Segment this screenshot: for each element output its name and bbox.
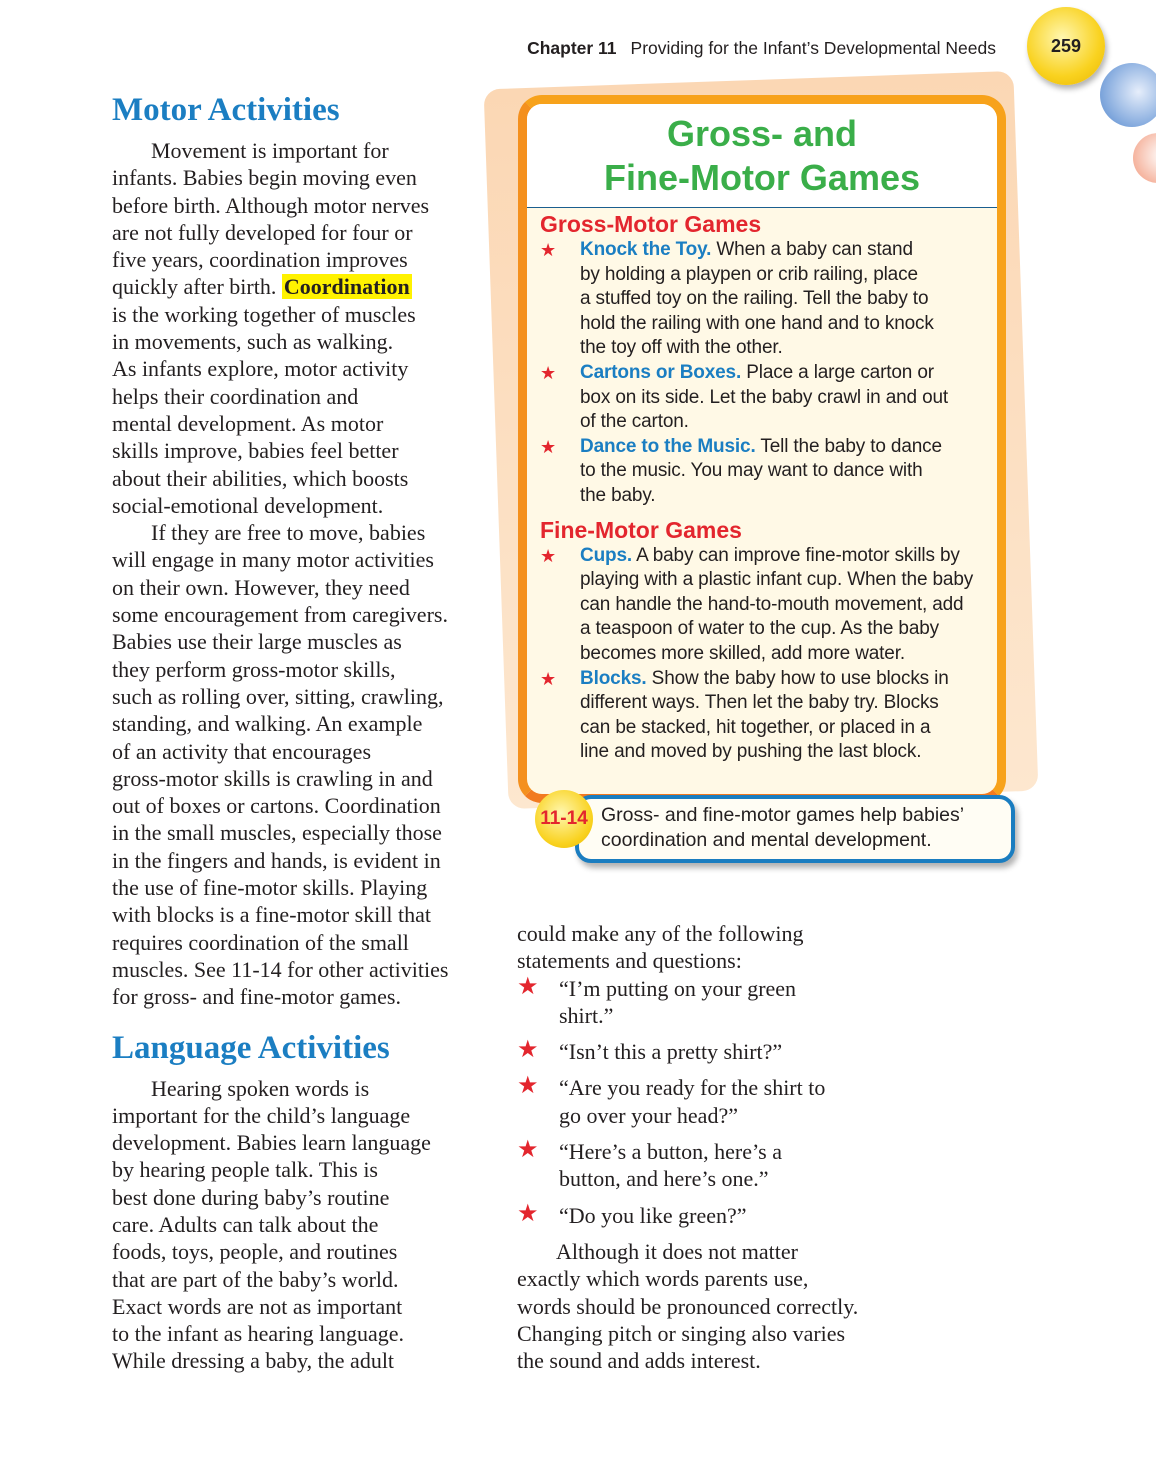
game-text: becomes more skilled, add more water. — [580, 642, 905, 664]
quote-line: “Here’s a button, here’s a — [559, 1139, 782, 1165]
game-title: Cups. — [580, 544, 633, 566]
box-title — [527, 104, 997, 208]
paragraph-line: foods, toys, people, and routines — [112, 1239, 398, 1265]
game-item — [540, 544, 993, 667]
decorative-ball — [1133, 133, 1156, 183]
left-column — [112, 90, 482, 1375]
paragraph-line: While dressing a baby, the adult — [112, 1348, 395, 1374]
paragraph-line: are not fully developed for four or — [112, 219, 413, 245]
paragraph-line: will engage in many motor activities — [112, 547, 434, 573]
paragraph-line: development. Babies learn language — [112, 1130, 431, 1156]
quote-list — [517, 975, 897, 1229]
caption-line: Gross- and fine-motor games help babies’ — [601, 804, 965, 826]
quote-line: “I’m putting on your green — [559, 975, 797, 1001]
game-text: playing with a plastic infant cup. When the baby — [580, 569, 974, 591]
game-text: Place a large carton or — [741, 361, 934, 383]
quote-line: go over your head?” — [559, 1102, 738, 1128]
paragraph-line: mental development. As motor — [112, 410, 384, 436]
feature-box — [518, 95, 1006, 803]
figure-caption — [575, 795, 1015, 863]
paragraph-line: some encouragement from caregivers. — [112, 602, 448, 628]
game-title: Dance to the Music. — [580, 435, 756, 457]
game-text: to the music. You may want to dance with — [580, 460, 923, 482]
text: quickly after birth. — [112, 274, 282, 300]
page-number: 259 — [1027, 7, 1105, 85]
paragraph-line: muscles. See 11-14 for other activities — [112, 956, 449, 982]
game-text: can be stacked, hit together, or placed in a — [580, 716, 931, 738]
paragraph-line: gross-motor skills is crawling in and — [112, 765, 433, 791]
right-column — [517, 920, 897, 1374]
star-bullet-icon: ★ — [540, 362, 556, 383]
game-text: a teaspoon of water to the cup. As the baby — [580, 618, 940, 640]
chapter-label: Chapter 11 — [527, 38, 617, 58]
paragraph-line: words should be pronounced correctly. — [517, 1293, 859, 1319]
quote-line: button, and here’s one.” — [559, 1166, 769, 1192]
game-text: hold the railing with one hand and to knock — [580, 312, 934, 334]
paragraph — [112, 301, 482, 519]
paragraph — [112, 519, 482, 1010]
quote-item — [517, 1138, 897, 1193]
paragraph — [517, 1238, 897, 1374]
paragraph-line: with blocks is a fine-motor skill that — [112, 902, 431, 928]
section-heading-language: Language Activities — [112, 1029, 390, 1066]
box-body — [527, 208, 997, 765]
game-item — [540, 435, 993, 509]
game-text: different ways. Then let the baby try. Blocks — [580, 692, 939, 714]
paragraph-line: care. Adults can talk about the — [112, 1211, 379, 1237]
star-bullet-icon: ★ — [517, 1200, 539, 1227]
paragraph-line: social-emotional development. — [112, 492, 384, 518]
game-text: When a baby can stand — [711, 239, 913, 260]
game-text: the toy off with the other. — [580, 337, 783, 359]
box-title-line: Fine-Motor Games — [603, 157, 921, 198]
paragraph-line: about their abilities, which boosts — [112, 465, 409, 491]
star-bullet-icon: ★ — [517, 1073, 539, 1100]
game-item — [540, 667, 993, 765]
paragraph — [112, 1075, 482, 1375]
quote-item — [517, 1202, 897, 1229]
paragraph-line: skills improve, babies feel better — [112, 438, 399, 464]
paragraph — [112, 137, 482, 273]
game-text: a stuffed toy on the railing. Tell the baby to — [580, 288, 929, 310]
running-header — [527, 38, 996, 59]
quote-line: shirt.” — [559, 1002, 614, 1028]
paragraph-line: Movement is important for — [151, 138, 389, 163]
paragraph-line: to the infant as hearing language. — [112, 1321, 405, 1347]
paragraph-line: standing, and walking. An example — [112, 711, 423, 737]
paragraph-line: helps their coordination and — [112, 383, 359, 409]
game-title: Knock the Toy. — [580, 239, 712, 260]
section-heading-motor: Motor Activities — [112, 92, 340, 128]
game-item — [540, 238, 993, 361]
paragraph-line: by hearing people talk. This is — [112, 1157, 378, 1183]
paragraph-line: such as rolling over, sitting, crawling, — [112, 683, 444, 709]
quote-line: “Do you like green?” — [559, 1202, 747, 1228]
star-bullet-icon: ★ — [540, 436, 556, 457]
paragraph-line: If they are free to move, babies — [151, 520, 426, 546]
box-title-line: Gross- and — [666, 113, 858, 154]
paragraph-line: for gross- and fine-motor games. — [112, 984, 401, 1010]
game-text: the baby. — [580, 484, 656, 506]
paragraph-line: of an activity that encourages — [112, 738, 372, 764]
paragraph-line: five years, coordination improves — [112, 247, 408, 273]
star-bullet-icon: ★ — [540, 240, 556, 260]
paragraph-line: in the fingers and hands, is evident in — [112, 847, 441, 873]
paragraph-line: As infants explore, motor activity — [112, 356, 409, 382]
figure-number: 11-14 — [535, 790, 593, 848]
paragraph-line: in movements, such as walking. — [112, 329, 394, 355]
caption-line: coordination and mental development. — [601, 829, 932, 851]
quote-item — [517, 975, 897, 1030]
paragraph-line — [112, 273, 482, 300]
paragraph-line: Although it does not matter — [556, 1238, 798, 1264]
paragraph-line: Hearing spoken words is — [151, 1075, 370, 1101]
paragraph-line: out of boxes or cartons. Coordination — [112, 793, 441, 819]
quote-item — [517, 1038, 897, 1065]
paragraph-line: before birth. Although motor nerves — [112, 192, 430, 218]
paragraph-line: Exact words are not as important — [112, 1293, 403, 1319]
game-item — [540, 361, 993, 435]
game-text: line and moved by pushing the last block. — [580, 741, 922, 763]
paragraph-line: requires coordination of the small — [112, 929, 409, 955]
game-text: Tell the baby to dance — [755, 435, 942, 457]
game-text: of the carton. — [580, 411, 689, 433]
paragraph-line: exactly which words parents use, — [517, 1266, 809, 1292]
box-section-heading: Gross-Motor Games — [540, 211, 762, 237]
paragraph-line: the sound and adds interest. — [517, 1348, 761, 1374]
paragraph-line: Babies use their large muscles as — [112, 629, 402, 655]
decorative-ball — [1100, 63, 1156, 127]
paragraph-line: statements and questions: — [517, 948, 742, 974]
paragraph-line: infants. Babies begin moving even — [112, 165, 417, 191]
paragraph-line: important for the child’s language — [112, 1102, 411, 1128]
star-bullet-icon: ★ — [517, 1137, 539, 1164]
quote-item — [517, 1074, 897, 1129]
box-section-heading: Fine-Motor Games — [540, 516, 742, 543]
paragraph-line: the use of fine-motor skills. Playing — [112, 875, 428, 901]
star-bullet-icon: ★ — [517, 973, 539, 1000]
game-text: A baby can improve fine-motor skills by — [632, 544, 960, 566]
paragraph-line: could make any of the following — [517, 921, 804, 946]
game-text: Show the baby how to use blocks in — [646, 667, 949, 689]
star-bullet-icon: ★ — [517, 1037, 539, 1064]
game-text: box on its side. Let the baby crawl in and out — [580, 386, 949, 408]
paragraph-line: Changing pitch or singing also varies — [517, 1320, 846, 1346]
key-term-coordination: Coordination — [283, 274, 410, 300]
game-title: Blocks. — [580, 667, 647, 689]
paragraph-line: that are part of the baby’s world. — [112, 1266, 399, 1292]
star-bullet-icon: ★ — [540, 545, 556, 566]
quote-line: “Are you ready for the shirt to — [559, 1075, 826, 1101]
paragraph-line: they perform gross-motor skills, — [112, 656, 396, 682]
paragraph-line: in the small muscles, especially those — [112, 820, 442, 846]
star-bullet-icon: ★ — [540, 668, 556, 689]
chapter-title: Providing for the Infant’s Developmental Needs — [630, 38, 996, 58]
game-text: can handle the hand-to-mouth movement, add — [580, 593, 964, 615]
paragraph-line: is the working together of muscles — [112, 301, 416, 327]
paragraph — [517, 920, 897, 975]
quote-line: “Isn’t this a pretty shirt?” — [559, 1039, 783, 1065]
paragraph-line: best done during baby’s routine — [112, 1184, 390, 1210]
paragraph-line: on their own. However, they need — [112, 574, 410, 600]
game-title: Cartons or Boxes. — [580, 361, 742, 383]
game-text: by holding a playpen or crib railing, place — [580, 263, 918, 285]
